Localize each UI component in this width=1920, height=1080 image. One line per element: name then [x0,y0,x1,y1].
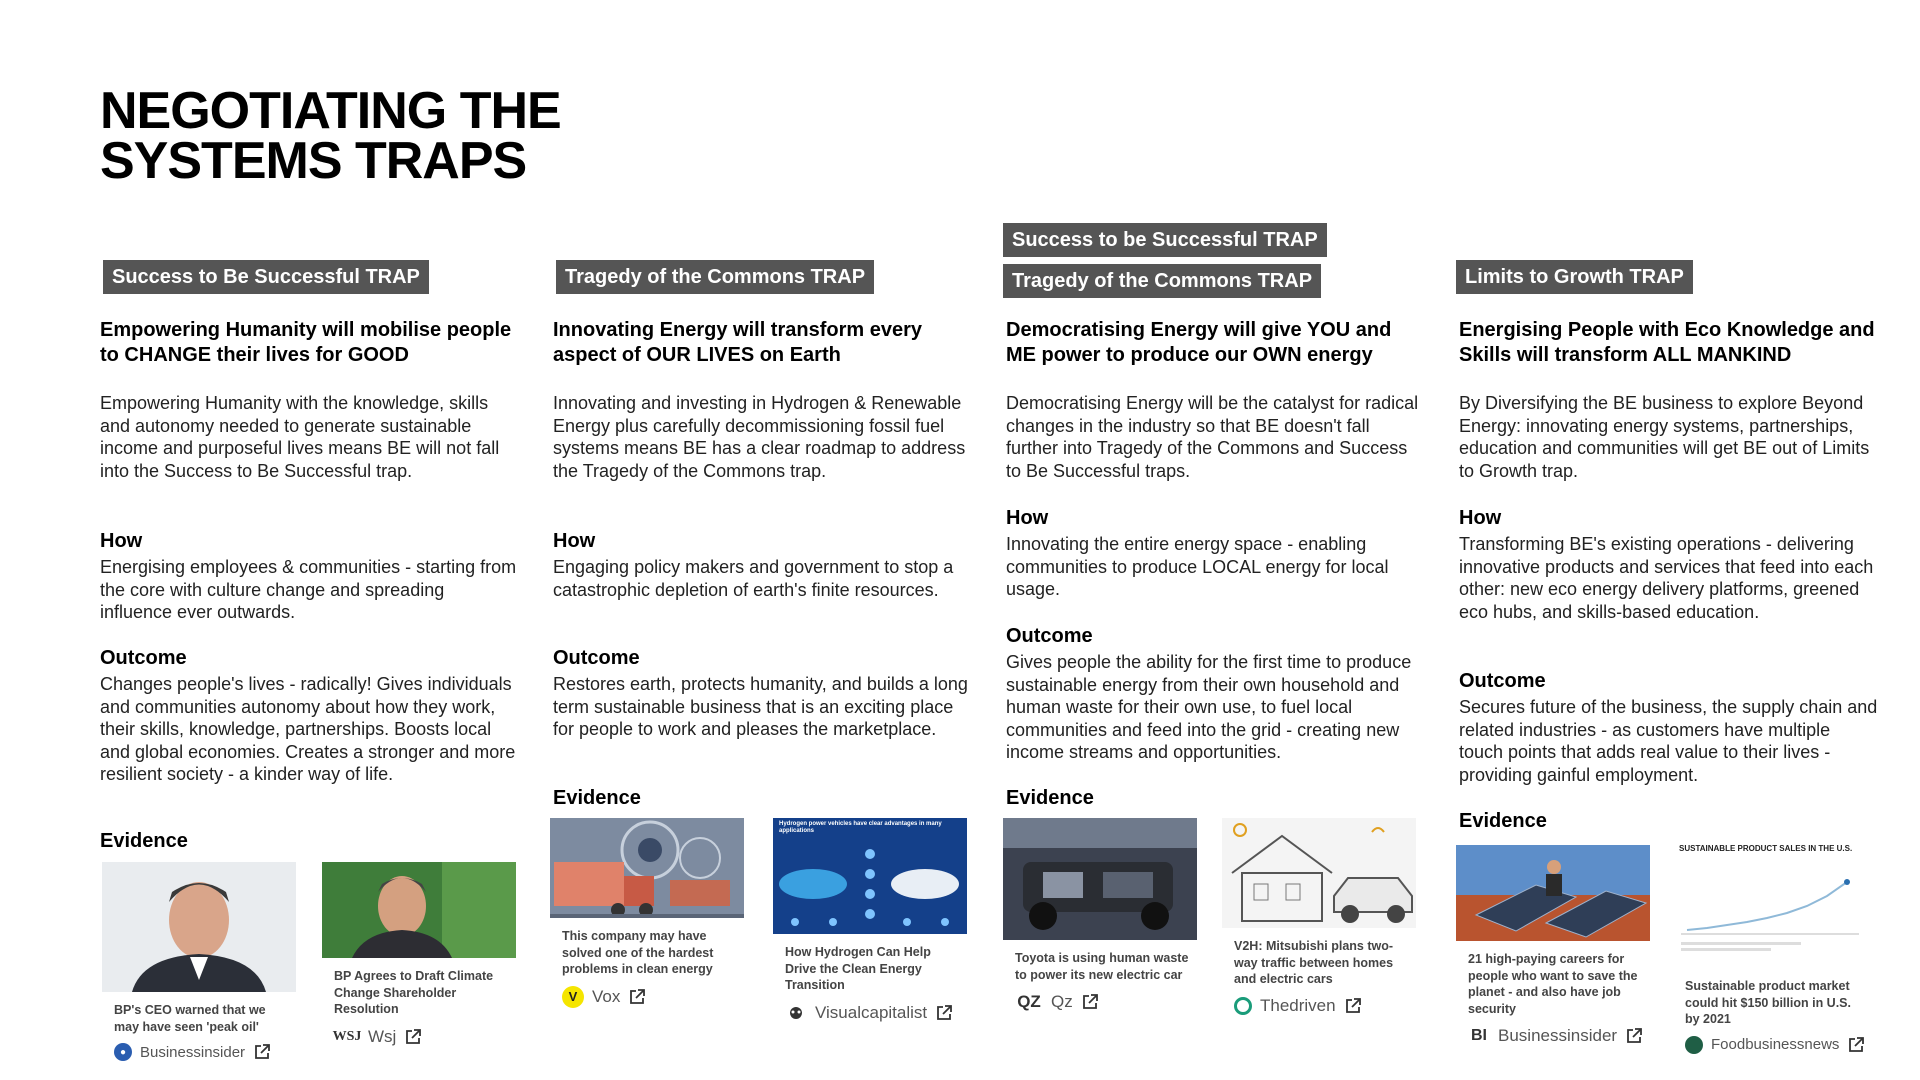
column-headline: Empowering Humanity will mobilise people to CHANGE their lives for GOOD [100,319,512,366]
trap-tag: Success to Be Successful TRAP [103,260,429,294]
outcome-heading: Outcome [1459,670,1546,692]
businessinsider-logo-icon: BI [1471,1027,1487,1044]
external-link-icon[interactable] [253,1043,271,1061]
how-heading: How [100,530,143,552]
qz-logo-icon: QZ [1017,992,1041,1011]
outcome-text: Changes people's lives - radically! Gives individuals and communities autonomy about how they work, their skills, knowledge, partnerships. Boosts local and global economies. Creates a stronger and more resilient society - a kinder way of life. [100,674,516,784]
trap-tag: Tragedy of the Commons TRAP [1003,264,1321,298]
infographic-heading: Hydrogen power vehicles have clear advantages in many applications [779,821,942,834]
evidence-source-row[interactable] [102,1043,296,1061]
how-text: Innovating the entire energy space - enabling communities to produce LOCAL energy for local usage. [1006,534,1389,599]
column-democratising-energy [1006,0,1426,1080]
evidence-card[interactable] [1456,845,1650,1047]
how-heading: How [1006,507,1049,529]
column-headline: Democratising Energy will give YOU and ME power to produce our OWN energy [1006,319,1392,366]
how-text: Transforming BE's existing operations - delivering innovative products and services that feed into each other: new eco energy delivery platforms, greened eco hubs, and skills-based education. [1459,534,1874,622]
how-text: Engaging policy makers and government to stop a catastrophic depletion of earth's finite resources. [553,557,954,600]
evidence-source: Businessinsider [140,1043,246,1061]
column-innovating-energy [553,0,973,1080]
evidence-source: Vox [592,986,621,1006]
evidence-source: Thedriven [1260,995,1336,1015]
evidence-caption: V2H: Mitsubishi plans two-way traffic between homes and electric cars [1234,939,1394,986]
foodbusinessnews-logo-icon [1685,1036,1703,1054]
ceo-portrait-green-photo [322,862,516,958]
page-title: NEGOTIATING THE SYSTEMS TRAPS [100,82,561,190]
evidence-source-row[interactable] [550,986,744,1008]
car-chassis-photo [1003,818,1197,940]
solar-panel-roof-photo [1456,845,1650,941]
evidence-source-row[interactable] [1456,1025,1650,1047]
external-link-icon[interactable] [1344,997,1362,1015]
external-link-icon[interactable] [1625,1027,1643,1045]
outcome-heading: Outcome [1006,625,1093,647]
evidence-card[interactable] [102,862,296,1061]
column-intro: Innovating and investing in Hydrogen & Renewable Energy plus carefully decommissioning fossil fuel systems means BE has a clear roadmap to address the Tragedy of the Commons trap. [553,393,966,481]
column-headline: Energising People with Eco Knowledge and Skills will transform ALL MANKIND [1459,319,1875,366]
how-text: Energising employees & communities - starting from the core with culture change and spreading influence ever outwards. [100,557,517,622]
evidence-heading: Evidence [1459,810,1547,832]
column-intro: Democratising Energy will be the catalyst for radical changes in the industry so that BE doesn't fall further into Tragedy of the Commons and Success to Be Successful traps. [1006,393,1419,481]
evidence-card[interactable] [1222,818,1416,1016]
hydrogen-truck-illustration [550,818,744,918]
evidence-heading: Evidence [1006,787,1094,809]
evidence-card[interactable] [1003,818,1197,1013]
evidence-source: Qz [1051,992,1073,1011]
evidence-heading: Evidence [553,787,641,809]
evidence-caption: How Hydrogen Can Help Drive the Clean Energy Transition [785,945,931,992]
evidence-caption: Toyota is using human waste to power its new electric car [1015,951,1189,982]
evidence-source: Foodbusinessnews [1711,1036,1840,1053]
column-empowering-humanity [100,0,520,1080]
evidence-caption: BP's CEO warned that we may have seen 'peak oil' [114,1003,266,1034]
trap-tag: Tragedy of the Commons TRAP [556,260,874,294]
column-intro: Empowering Humanity with the knowledge, skills and autonomy needed to generate sustainable income and purposeful lives means BE will not fall into the Success to Be Successful trap. [100,393,500,481]
evidence-card[interactable] [322,862,516,1048]
evidence-caption: 21 high-paying careers for people who want to save the planet - and also have job security [1468,952,1638,1016]
evidence-card[interactable] [550,818,744,1008]
evidence-card[interactable] [773,818,967,1024]
evidence-source-row[interactable] [1673,1036,1867,1054]
trap-tag: Limits to Growth TRAP [1456,260,1693,294]
trap-tag: Success to be Successful TRAP [1003,223,1327,257]
outcome-text: Gives people the ability for the first time to produce sustainable energy from their own household and human waste for their own use, to fuel local communities and feed into the grid - creating new income streams and opportunities. [1006,652,1412,762]
evidence-source-row[interactable] [1222,996,1416,1016]
external-link-icon[interactable] [1081,993,1099,1011]
external-link-icon[interactable] [935,1004,953,1022]
external-link-icon[interactable] [628,988,646,1006]
hydrogen-cars-infographic [773,818,967,934]
external-link-icon[interactable] [404,1028,422,1046]
wsj-logo-icon: WSJ [332,1028,362,1044]
house-and-car-sketch [1222,818,1416,928]
external-link-icon[interactable] [1847,1036,1865,1054]
outcome-text: Secures future of the business, the supply chain and related industries - as customers have multiple touch points that adds real value to their lives - providing gainful employment. [1459,697,1878,785]
outcome-heading: Outcome [100,647,187,669]
evidence-caption: This company may have solved one of the hardest problems in clean energy [562,929,714,976]
outcome-heading: Outcome [553,647,640,669]
column-intro: By Diversifying the BE business to explore Beyond Energy: innovating energy systems, partnerships, education and communities will get BE out of Limits to Growth trap. [1459,393,1870,481]
chart-thumbnail-heading: SUSTAINABLE PRODUCT SALES IN THE U.S. [1679,844,1853,853]
evidence-heading: Evidence [100,830,188,852]
vox-logo-icon: V [562,986,584,1008]
evidence-source-row[interactable] [322,1026,516,1048]
evidence-source-row[interactable] [773,1002,967,1024]
ceo-portrait-photo [102,862,296,992]
sales-line-chart-thumbnail [1673,838,1867,968]
thedriven-logo-icon [1234,997,1252,1015]
visualcapitalist-logo-icon [785,1002,807,1024]
column-headline: Innovating Energy will transform every aspect of OUR LIVES on Earth [553,319,922,366]
how-heading: How [1459,507,1502,529]
column-energising-people [1459,0,1879,1080]
evidence-source-row[interactable] [1003,991,1197,1013]
evidence-source: Visualcapitalist [815,1002,928,1022]
evidence-source: Businessinsider [1498,1026,1618,1045]
outcome-text: Restores earth, protects humanity, and builds a long term sustainable business that is an exciting place for people to work and pleases the marketplace. [553,674,968,739]
evidence-source: Wsj [368,1026,397,1046]
evidence-card[interactable] [1673,838,1867,1054]
businessinsider-logo-icon: ● [114,1043,132,1061]
evidence-caption: BP Agrees to Draft Climate Change Shareholder Resolution [334,969,494,1016]
how-heading: How [553,530,596,552]
evidence-caption: Sustainable product market could hit $150 billion in U.S. by 2021 [1685,979,1851,1026]
